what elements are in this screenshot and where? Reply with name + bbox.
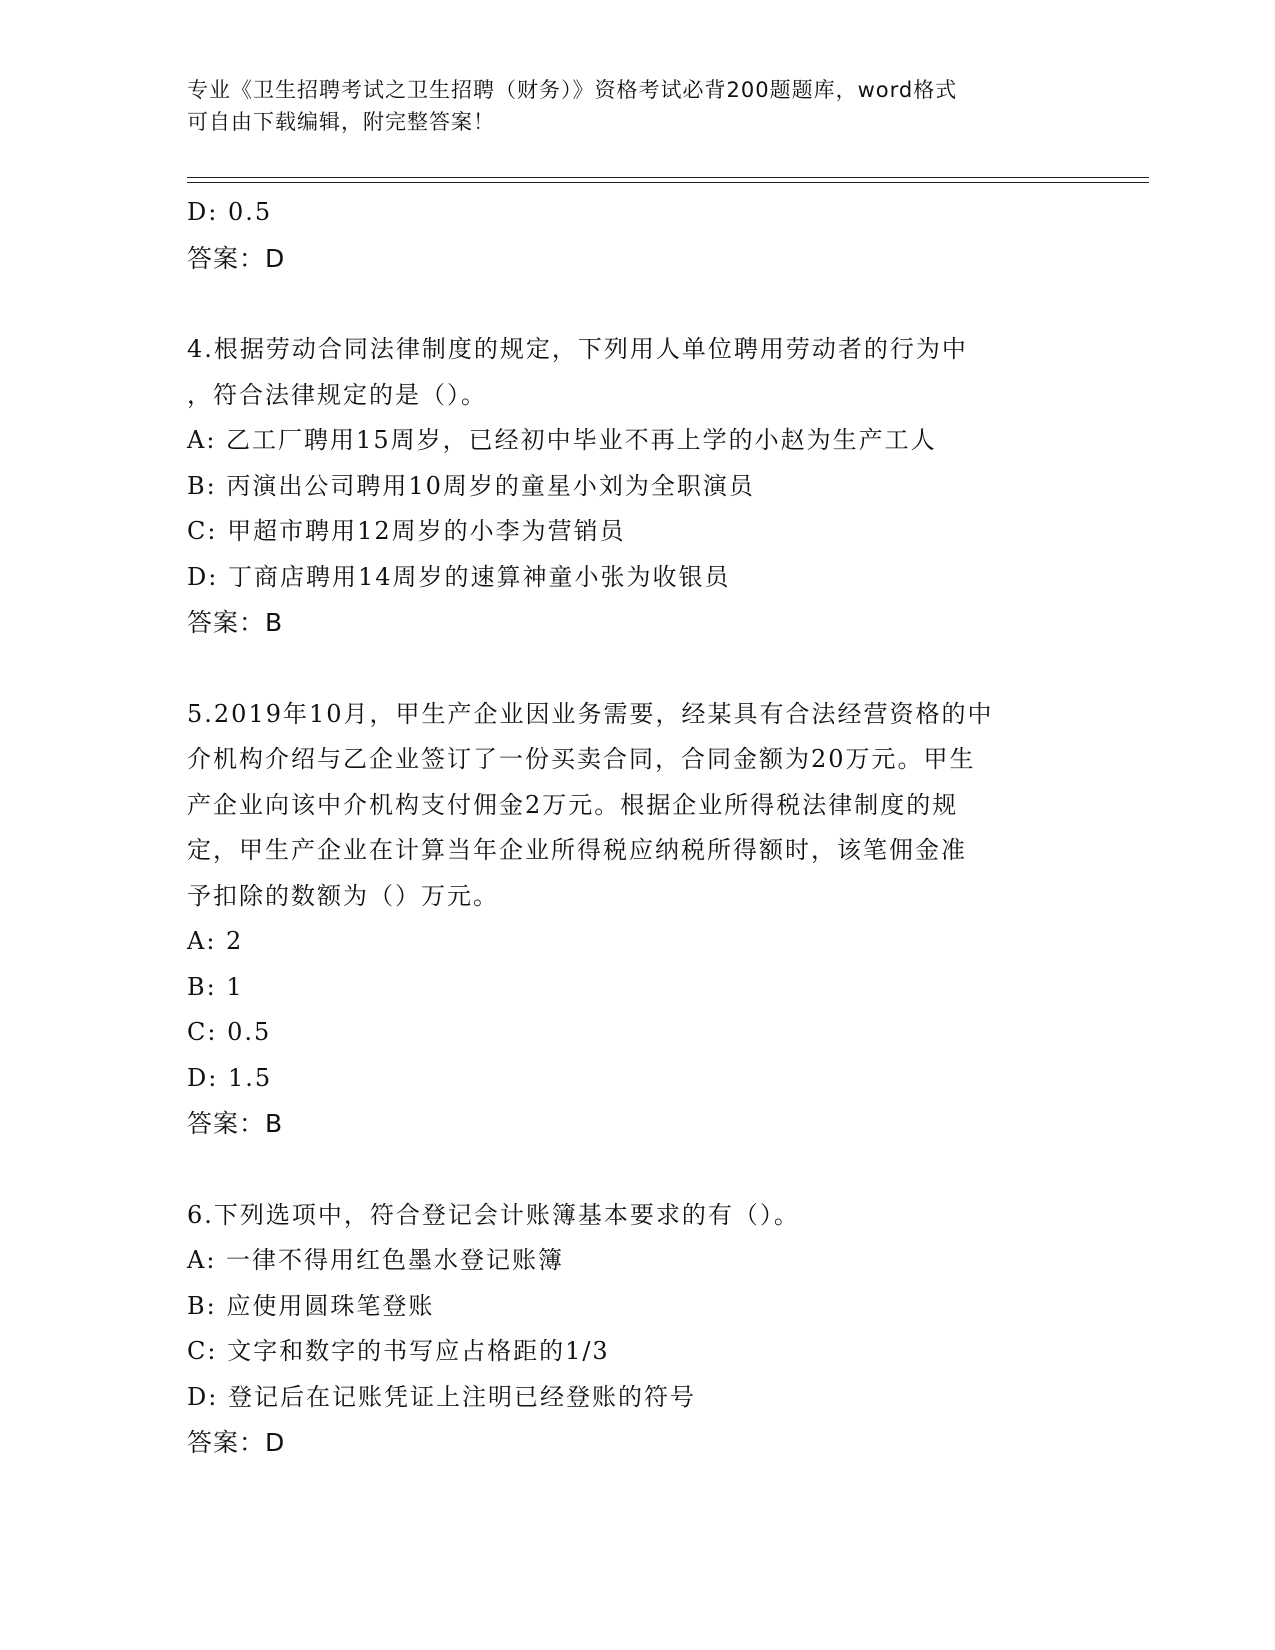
question-stem-line: 介机构介绍与乙企业签订了一份买卖合同，合同金额为20万元。甲生 xyxy=(187,745,976,773)
option-c: C: 0.5 xyxy=(187,1018,272,1046)
question-stem-line: 定，甲生产企业在计算当年企业所得税应纳税所得额时，该笔佣金准 xyxy=(187,836,967,864)
answer-line: 答案：D xyxy=(187,1428,286,1457)
option-a: A: 乙工厂聘用15周岁，已经初中毕业不再上学的小赵为生产工人 xyxy=(187,426,937,454)
header-rule-bottom xyxy=(187,182,1149,183)
question-stem-line: 4.根据劳动合同法律制度的规定，下列用人单位聘用劳动者的行为中 xyxy=(187,335,968,363)
question-5 xyxy=(187,692,1087,1147)
header-line-1: 专业《卫生招聘考试之卫生招聘（财务）》资格考试必背200题题库，word格式 xyxy=(187,78,958,102)
header-line-2: 可自由下载编辑，附完整答案！ xyxy=(187,110,495,134)
question-stem-line: 6.下列选项中，符合登记会计账簿基本要求的有（）。 xyxy=(187,1200,800,1229)
option-c: C: 甲超市聘用12周岁的小李为营销员 xyxy=(187,517,626,545)
answer-line: 答案：B xyxy=(187,1109,284,1138)
previous-question-tail xyxy=(187,190,1087,281)
question-stem-line: ，符合法律规定的是（）。 xyxy=(187,380,487,409)
answer-line: 答案：B xyxy=(187,608,284,637)
option-d: D: 登记后在记账凭证上注明已经登账的符号 xyxy=(187,1382,696,1411)
document-header xyxy=(187,74,1067,138)
option-d: D: 丁商店聘用14周岁的速算神童小张为收银员 xyxy=(187,562,731,591)
option-c: C: 文字和数字的书写应占格距的1/3 xyxy=(187,1337,610,1365)
option-b: B: 应使用圆珠笔登账 xyxy=(187,1291,435,1320)
option-a: A: 一律不得用红色墨水登记账簿 xyxy=(187,1246,565,1274)
option-d: D: 1.5 xyxy=(187,1063,273,1092)
question-stem-line: 予扣除的数额为（）万元。 xyxy=(187,881,499,910)
header-rule-top xyxy=(187,177,1149,178)
question-4 xyxy=(187,327,1087,646)
option-b: B: 1 xyxy=(187,972,244,1001)
option-d: D: 0.5 xyxy=(187,198,273,226)
question-stem-line: 5.2019年10月，甲生产企业因业务需要，经某具有合法经营资格的中 xyxy=(187,699,994,728)
option-a: A: 2 xyxy=(187,927,244,955)
option-b: B: 丙演出公司聘用10周岁的童星小刘为全职演员 xyxy=(187,471,755,500)
question-content xyxy=(187,190,1087,1466)
question-6 xyxy=(187,1193,1087,1466)
question-stem-line: 产企业向该中介机构支付佣金2万元。根据企业所得税法律制度的规 xyxy=(187,790,959,819)
answer-line: 答案：D xyxy=(187,243,286,273)
